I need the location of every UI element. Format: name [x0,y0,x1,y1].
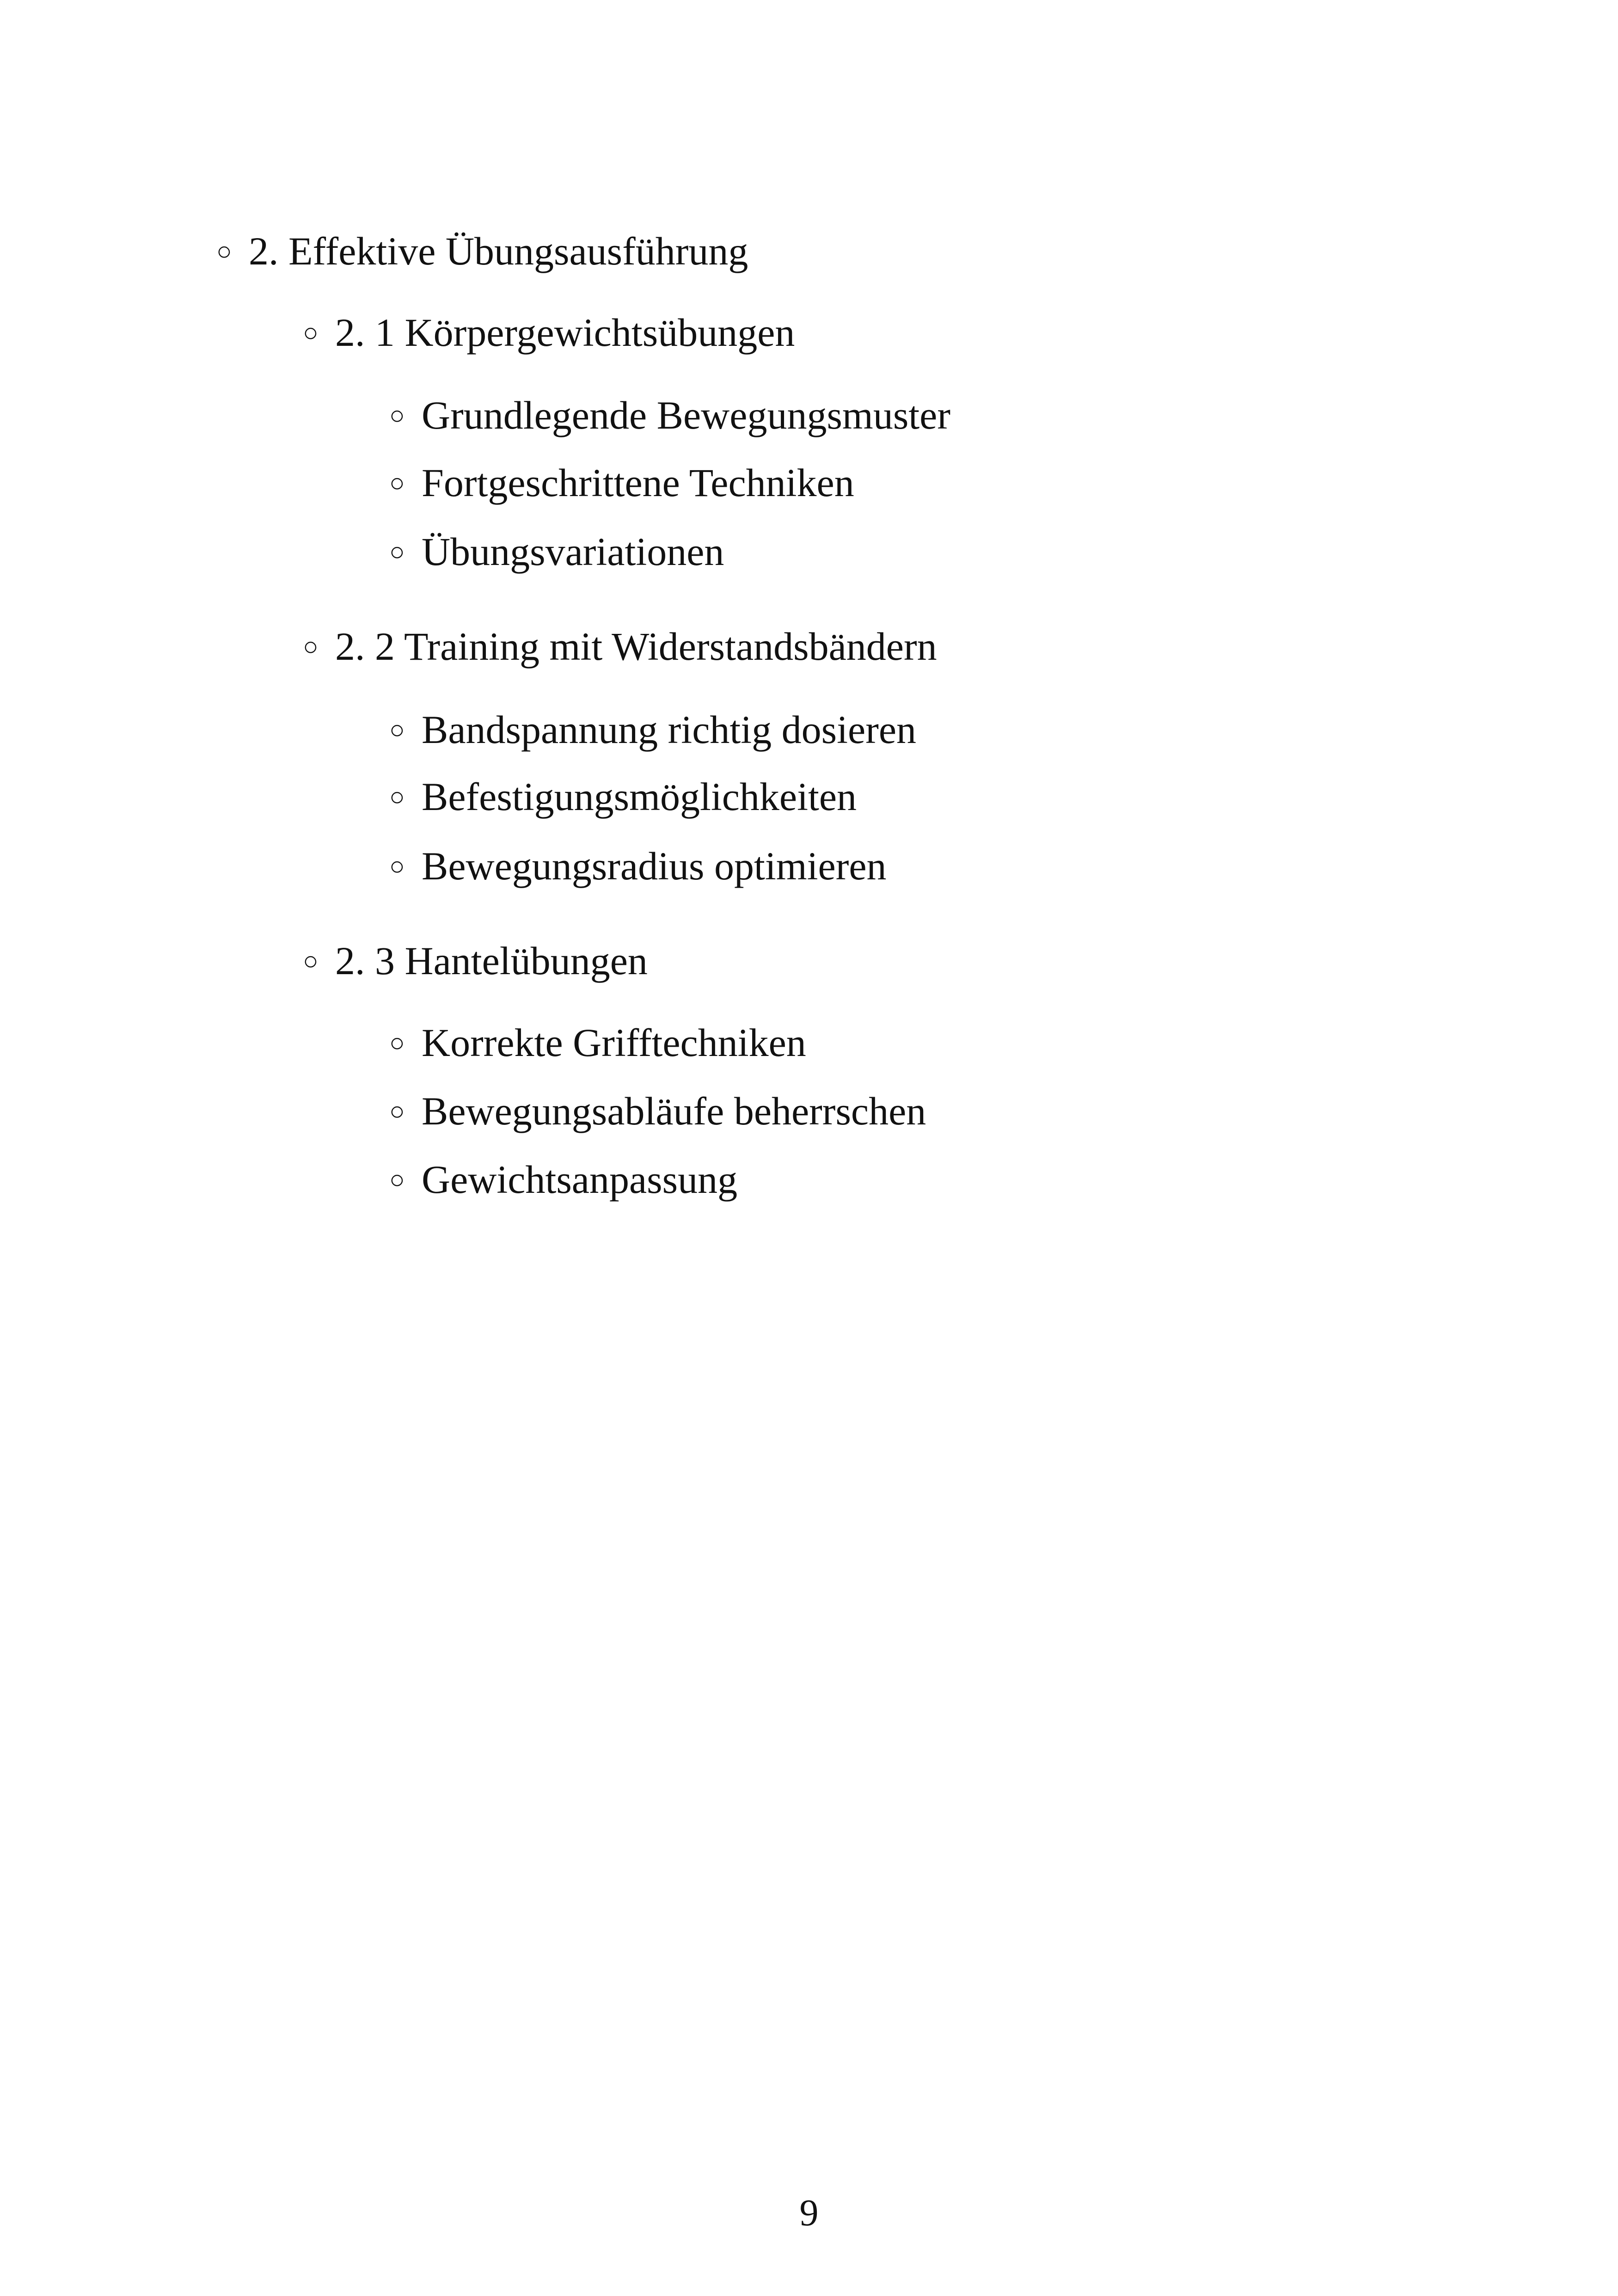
bullet-circle-icon: ○ [303,632,319,661]
outline-item [389,1091,926,1131]
bullet-circle-icon: ○ [389,1097,405,1126]
item-label: Übungsvariationen [422,529,724,574]
bullet-circle-icon: ○ [303,947,319,976]
bullet-circle-icon: ○ [389,1166,405,1194]
outline-item [389,1157,738,1202]
item-label: Gewichtsanpassung [422,1157,738,1202]
bullet-circle-icon: ○ [389,401,405,430]
bullet-circle-icon: ○ [389,1029,405,1057]
item-label: Korrekte Grifftechniken [422,1020,806,1065]
bullet-circle-icon: ○ [216,237,232,266]
item-label: Bandspannung richtig dosieren [422,707,917,752]
subsection-title: 2. 3 Hantelübungen [335,939,648,983]
outline-item [389,1020,806,1065]
outline-item [389,529,724,574]
page-number: 9 [799,2192,819,2234]
subsection-title: 2. 1 Körpergewichtsübungen [335,310,795,355]
outline-item [389,846,887,886]
outline-item [389,774,857,819]
bullet-circle-icon: ○ [303,319,319,347]
outline-subsection [303,310,795,355]
item-label: Befestigungsmöglichkeiten [422,774,857,819]
outline-item [389,460,854,505]
outline-section [216,231,748,271]
section-title: 2. Effektive Übungsausführung [249,229,748,273]
outline-item [389,707,917,752]
subsection-title: 2. 2 Training mit Widerstandsbändern [335,624,937,669]
bullet-circle-icon: ○ [389,469,405,497]
bullet-circle-icon: ○ [389,716,405,744]
outline-subsection [303,624,937,669]
item-label: Bewegungsradius optimieren [422,844,887,888]
item-label: Fortgeschrittene Techniken [422,460,854,505]
outline-item [389,395,950,435]
outline-subsection [303,941,648,981]
item-label: Grundlegende Bewegungsmuster [422,393,950,437]
bullet-circle-icon: ○ [389,852,405,881]
item-label: Bewegungsabläufe beherrschen [422,1089,926,1133]
bullet-circle-icon: ○ [389,538,405,566]
bullet-circle-icon: ○ [389,783,405,811]
